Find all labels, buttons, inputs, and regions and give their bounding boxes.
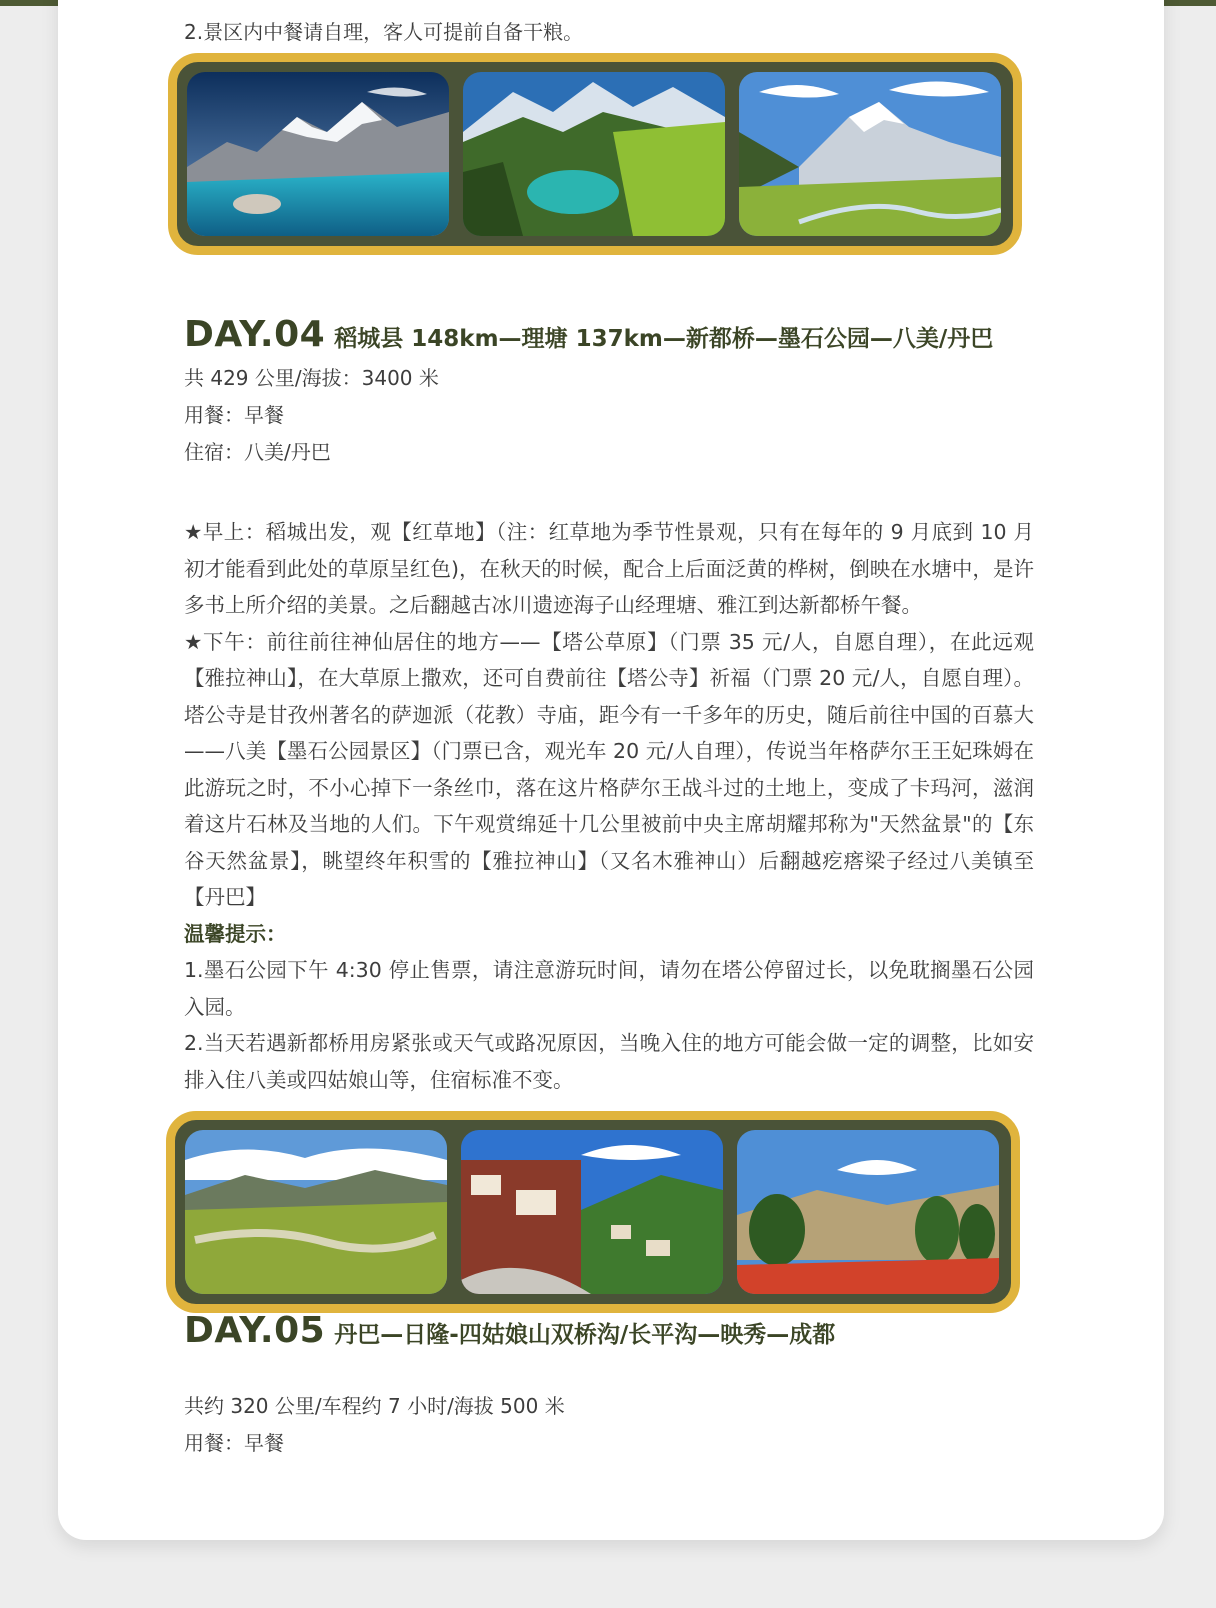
day5-meals: 用餐：早餐 [184, 1431, 284, 1455]
day5-route: 丹巴—日隆-四姑娘山双桥沟/长平沟—映秀—成都 [334, 1322, 836, 1348]
day4-lodging: 住宿：八美/丹巴 [184, 440, 331, 464]
forest-lake-valley-photo [463, 72, 725, 236]
day4-afternoon: ★下午：前往前往神仙居住的地方——【塔公草原】（门票 35 元/人，自愿自理），在此远观【雅拉神山】，在大草原上撒欢，还可自费前往【塔公寺】祈福（门票 20 元/人，自愿自理）。塔公寺是甘孜州著名的萨迦派（花教）寺庙，距今有一千多年的历史，随后前往中国的百慕大——八美【墨石公园景区】（门票已含，观光车 20 元/人自理），传说当年格萨尔王王妃珠姆在此游玩之时，不小心掉下一条丝巾，落在这片格萨尔王战斗过的土地上，变成了卡玛河，滋润着这片石林及当地的人们。下午观赏绵延十几公里被前中央主席胡耀邦称为"天然盆景"的【东谷天然盆景】，眺望终年积雪的【雅拉神山】（又名木雅神山）后翻越疙瘩梁子经过八美镇至【丹巴】 [184, 629, 1034, 909]
day5-heading [184, 1310, 835, 1351]
grassland-river-photo [185, 1130, 447, 1294]
day4-heading [184, 314, 993, 355]
lake-under-snow-mountain-photo [187, 72, 449, 236]
day4-meals: 用餐：早餐 [184, 403, 284, 427]
day4-details [184, 360, 1034, 471]
day5-details [184, 1388, 1034, 1462]
day4-distance: 共 429 公里/海拔：3400 米 [184, 366, 439, 390]
photo-strip-day4 [166, 1111, 1020, 1313]
day4-route: 稻城县 148km—理塘 137km—新都桥—墨石公园—八美/丹巴 [334, 326, 994, 352]
day4-tip-2: 2.当天若遇新都桥用房紧张或天气或路况原因，当晚入住的地方可能会做一定的调整，比如安排入住八美或四姑娘山等，住宿标准不变。 [184, 1031, 1034, 1092]
day4-tip-1: 1.墨石公园下午 4:30 停止售票，请注意游玩时间，请勿在塔公停留过长，以免耽搁墨石公园入园。 [184, 958, 1034, 1019]
day3-note-2: 2.景区内中餐请自理，客人可提前自备干粮。 [184, 20, 584, 44]
day5-label: DAY.05 [184, 1310, 326, 1351]
day4-morning: ★早上：稻城出发，观【红草地】（注：红草地为季节性景观，只有在每年的 9 月底到 10 月初才能看到此处的草原呈红色)，在秋天的时候，配合上后面泛黄的桦树，倒映在水塘中，是许多书上所介绍的美景。之后翻越古冰川遗迹海子山经理塘、雅江到达新都桥午餐。 [184, 520, 1034, 617]
day5-distance: 共约 320 公里/车程约 7 小时/海拔 500 米 [184, 1394, 565, 1418]
hillside-village-photo [461, 1130, 723, 1294]
day4-tips-title: 温馨提示： [184, 921, 287, 946]
day4-description [184, 514, 1034, 1098]
red-grass-trees-photo [737, 1130, 999, 1294]
photo-strip-day3 [168, 53, 1022, 255]
snow-peak-meadow-photo [739, 72, 1001, 236]
day4-label: DAY.04 [184, 314, 326, 355]
